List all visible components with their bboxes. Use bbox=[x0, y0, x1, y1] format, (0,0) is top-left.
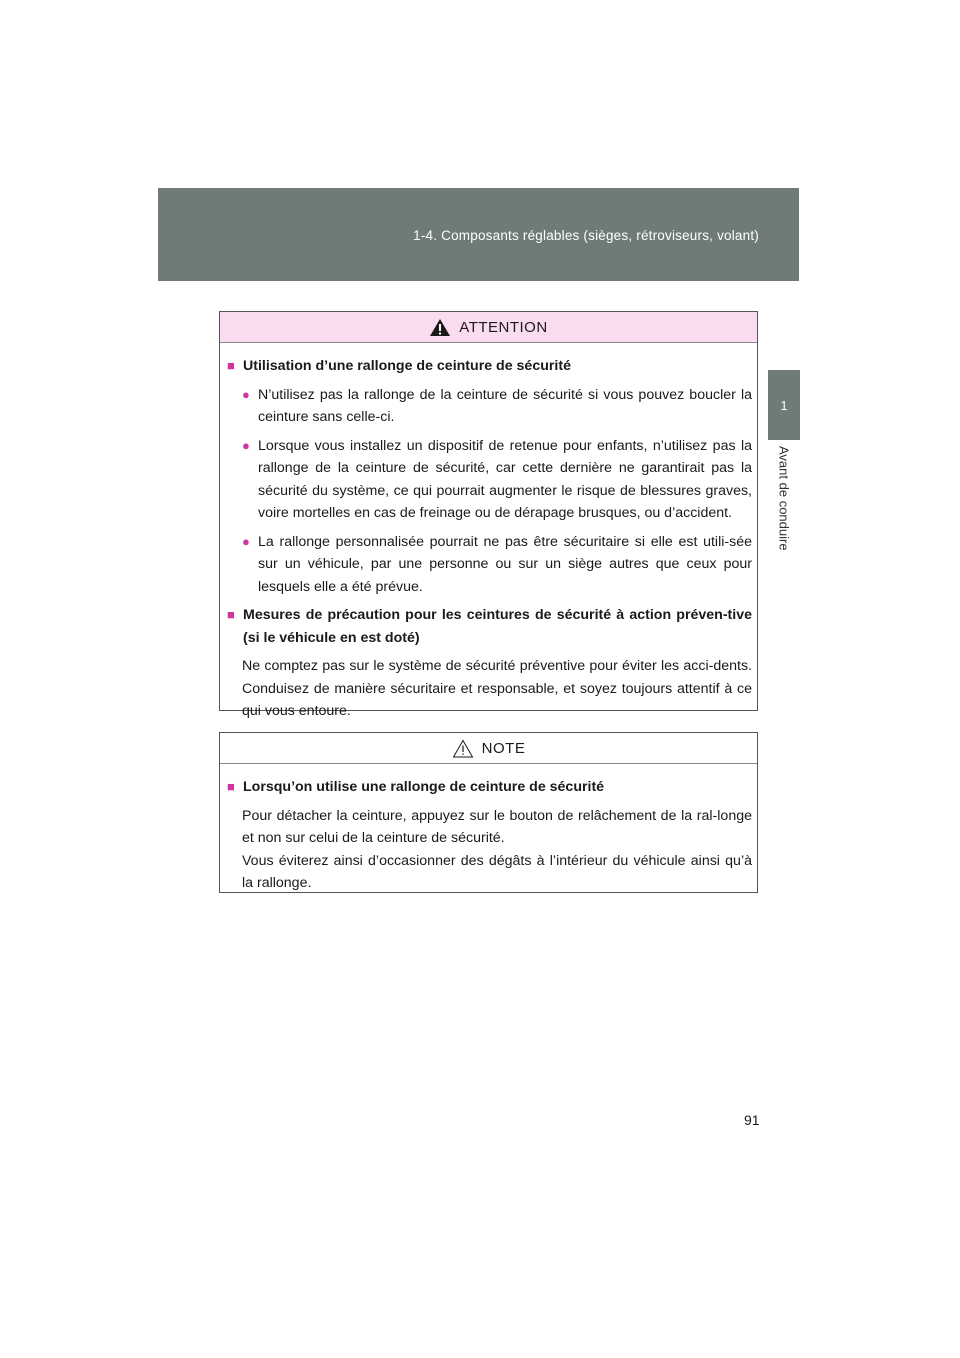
attention-heading-1-text: Utilisation d’une rallonge de ceinture de sécurité bbox=[243, 358, 571, 374]
note-label: NOTE bbox=[481, 739, 526, 757]
circle-bullet-icon: ● bbox=[242, 386, 250, 402]
list-item bbox=[242, 435, 752, 525]
list-item-text: N’utilisez pas la rallonge de la ceinture de sécurité si vous pouvez boucler la ceinture sans celle-ci. bbox=[258, 386, 752, 425]
attention-body bbox=[220, 343, 757, 723]
section-header-bar bbox=[158, 188, 799, 281]
square-bullet-icon: ■ bbox=[227, 607, 235, 622]
list-item bbox=[242, 531, 752, 599]
chapter-tab: 1 bbox=[768, 370, 800, 440]
list-item-text: La rallonge personnalisée pourrait ne pas être sécuritaire si elle est utili-sée sur un véhicule, par une personne ou sur un siège autres que ceux pour lesquels elle a été prévue. bbox=[258, 533, 752, 595]
circle-bullet-icon: ● bbox=[242, 533, 250, 549]
attention-label: ATTENTION bbox=[459, 318, 548, 336]
note-header bbox=[220, 733, 757, 764]
attention-header bbox=[220, 312, 757, 343]
section-title: 1-4. Composants réglables (sièges, rétroviseurs, volant) bbox=[413, 228, 759, 243]
square-bullet-icon: ■ bbox=[227, 358, 235, 373]
note-heading-text: Lorsqu’on utilise une rallonge de ceinture de sécurité bbox=[243, 779, 605, 795]
chapter-title: Avant de conduire bbox=[776, 446, 792, 551]
note-paragraph-1: Pour détacher la ceinture, appuyez sur le bouton de relâchement de la ral-longe et non sur celui de la ceinture de sécurité. bbox=[242, 807, 752, 846]
warning-triangle-icon bbox=[429, 318, 451, 337]
note-body bbox=[220, 764, 757, 895]
note-paragraph-2: Vous éviterez ainsi d’occasionner des dégâts à l’intérieur du véhicule ainsi qu’à la rallonge. bbox=[242, 852, 752, 891]
list-item-text: Lorsque vous installez un dispositif de retenue pour enfants, n’utilisez pas la rallonge de la ceinture de sécurité, car cette dernière ne garantirait pas la sécurité du système, ce qui pourrait augmenter le risque de blessures graves, voire mortelles en cas de freinage ou de dérapage brusques, ou d’accident. bbox=[258, 437, 752, 521]
attention-heading-2-text: Mesures de précaution pour les ceintures de sécurité à action préven-tive (si le véhicule en est doté) bbox=[243, 607, 752, 646]
circle-bullet-icon: ● bbox=[242, 437, 250, 453]
list-item bbox=[242, 384, 752, 429]
note-heading bbox=[227, 776, 752, 799]
attention-heading-2 bbox=[227, 604, 752, 649]
square-bullet-icon: ■ bbox=[227, 779, 235, 794]
attention-paragraph: Ne comptez pas sur le système de sécurité préventive pour éviter les acci-dents. Conduisez de manière sécuritaire et responsable, et soyez toujours attentif à ce qui vous entoure. bbox=[242, 658, 752, 719]
note-box bbox=[219, 732, 758, 893]
attention-box bbox=[219, 311, 758, 719]
caution-triangle-icon bbox=[452, 739, 474, 758]
attention-heading-1 bbox=[227, 355, 752, 378]
page-number: 91 bbox=[744, 1112, 760, 1128]
